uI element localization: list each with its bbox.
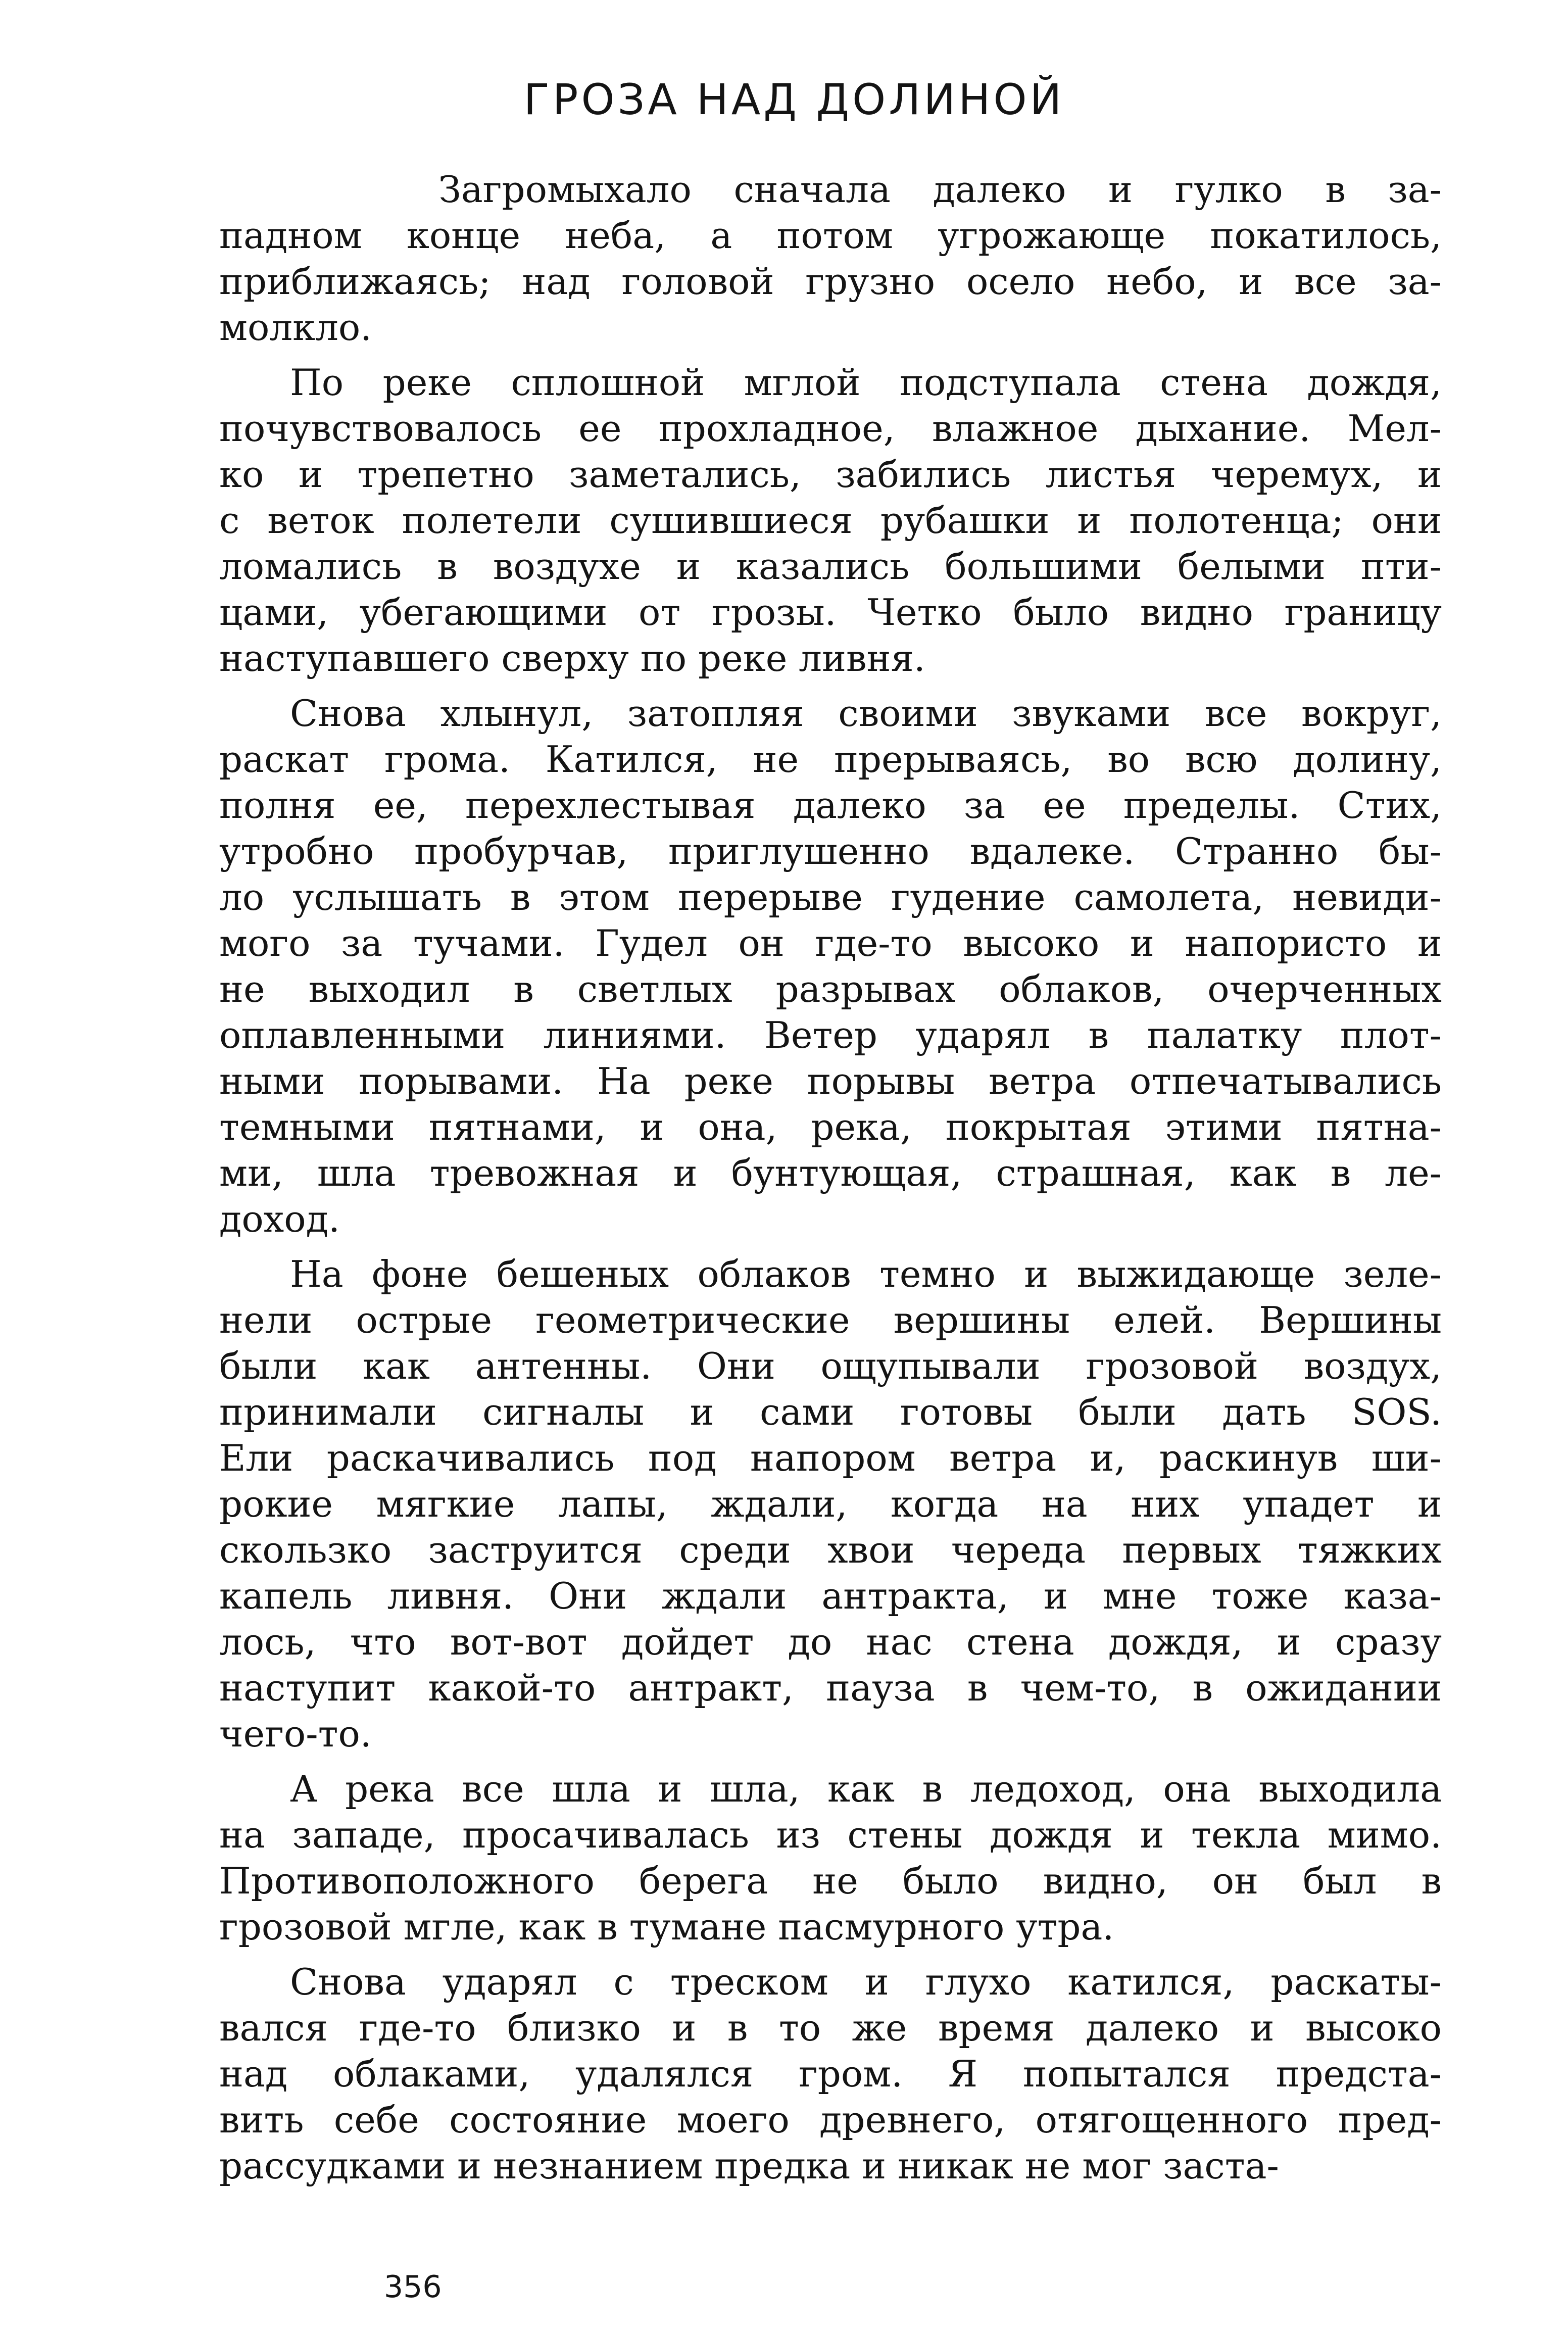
paragraph-gap — [219, 351, 1442, 360]
text-line: ми, шла тревожная и бунтующая, страшная, как в ле- — [219, 1152, 1442, 1194]
paragraph — [219, 1251, 1442, 1757]
paragraph-gap — [219, 1950, 1442, 1959]
paragraph — [219, 167, 1442, 351]
text-line: цами, убегающими от грозы. Четко было видно границу — [219, 591, 1442, 634]
paragraph-gap — [219, 1757, 1442, 1766]
text-line: наступит какой-то антракт, пауза в чем-то, в ожидании — [219, 1667, 1442, 1709]
text-line: приближаясь; над головой грузно осело небо, и все за- — [219, 260, 1442, 303]
paragraph — [219, 1766, 1442, 1950]
text-line: не выходил в светлых разрывах облаков, очерченных — [219, 968, 1442, 1010]
text-line: Загромыхало сначала далеко и гулко в за- — [438, 168, 1442, 211]
text-line: Снова хлынул, затопляя своими звуками все вокруг, — [290, 692, 1442, 735]
text-line: лось, что вот-вот дойдет до нас стена дождя, и сразу — [219, 1621, 1442, 1663]
paragraph — [219, 1959, 1442, 2189]
text-line: нели острые геометрические вершины елей. Вершины — [219, 1299, 1442, 1341]
page-title: ГРОЗА НАД ДОЛИНОЙ — [523, 75, 1065, 124]
text-line: доход. — [219, 1198, 340, 1240]
text-line: были как антенны. Они ощупывали грозовой воздух, — [219, 1345, 1442, 1387]
text-line: ло услышать в этом перерыве гудение самолета, невиди- — [219, 876, 1442, 918]
text-line: На фоне бешеных облаков темно и выжидающе зеле- — [290, 1253, 1442, 1295]
paragraph-gap — [219, 1242, 1442, 1251]
text-line: грозовой мгле, как в тумане пасмурного утра. — [219, 1906, 1114, 1948]
text-line: ломались в воздухе и казались большими белыми пти- — [219, 545, 1442, 588]
text-line: утробно пробурчав, приглушенно вдалеке. Странно бы- — [219, 830, 1442, 872]
paragraph — [219, 360, 1442, 682]
text-line: раскат грома. Катился, не прерываясь, во всю долину, — [219, 738, 1442, 781]
text-line: почувствовалось ее прохладное, влажное дыхание. Мел- — [219, 407, 1442, 450]
text-line: наступавшего сверху по реке ливня. — [219, 637, 925, 679]
text-line: над облаками, удалялся гром. Я попытался предста- — [219, 2053, 1442, 2095]
text-line: ко и трепетно заметались, забились листья черемух, и — [219, 453, 1442, 496]
text-line: скользко заструится среди хвои череда первых тяжких — [219, 1529, 1442, 1571]
body-text — [219, 167, 1442, 2189]
text-line: с веток полетели сушившиеся рубашки и полотенца; они — [219, 499, 1442, 542]
text-line: молкло. — [219, 306, 372, 349]
paragraph — [219, 691, 1442, 1242]
text-line: оплавленными линиями. Ветер ударял в палатку плот- — [219, 1014, 1442, 1056]
text-line: вался где-то близко и в то же время далеко и высоко — [219, 2007, 1442, 2049]
paragraph-gap — [219, 682, 1442, 691]
text-line: рассудками и незнанием предка и никак не мог заста- — [219, 2145, 1279, 2187]
text-line: на западе, просачивалась из стены дождя и текла мимо. — [219, 1814, 1442, 1856]
text-line: чего-то. — [219, 1713, 372, 1755]
text-line: Снова ударял с треском и глухо катился, раскаты- — [290, 1961, 1442, 2003]
text-line: рокие мягкие лапы, ждали, когда на них упадет и — [219, 1483, 1442, 1525]
text-line: темными пятнами, и она, река, покрытая этими пятна- — [219, 1106, 1442, 1148]
text-line: Противоположного берега не было видно, он был в — [219, 1860, 1442, 1902]
text-line: падном конце неба, а потом угрожающе покатилось, — [219, 214, 1442, 257]
text-line: А река все шла и шла, как в ледоход, она выходила — [290, 1768, 1442, 1810]
text-line: принимали сигналы и сами готовы были дать SOS. — [219, 1391, 1442, 1433]
text-line: ными порывами. На реке порывы ветра отпечатывались — [219, 1060, 1442, 1102]
page-number: 356 — [384, 2269, 442, 2305]
text-line: По реке сплошной мглой подступала стена дождя, — [290, 361, 1442, 404]
text-line: вить себе состояние моего древнего, отягощенного пред- — [219, 2099, 1442, 2141]
text-line: Ели раскачивались под напором ветра и, раскинув ши- — [219, 1437, 1442, 1479]
text-line: капель ливня. Они ждали антракта, и мне тоже каза- — [219, 1575, 1442, 1617]
text-line: полня ее, перехлестывая далеко за ее пределы. Стих, — [219, 784, 1442, 826]
text-line: мого за тучами. Гудел он где-то высоко и напористо и — [219, 922, 1442, 964]
